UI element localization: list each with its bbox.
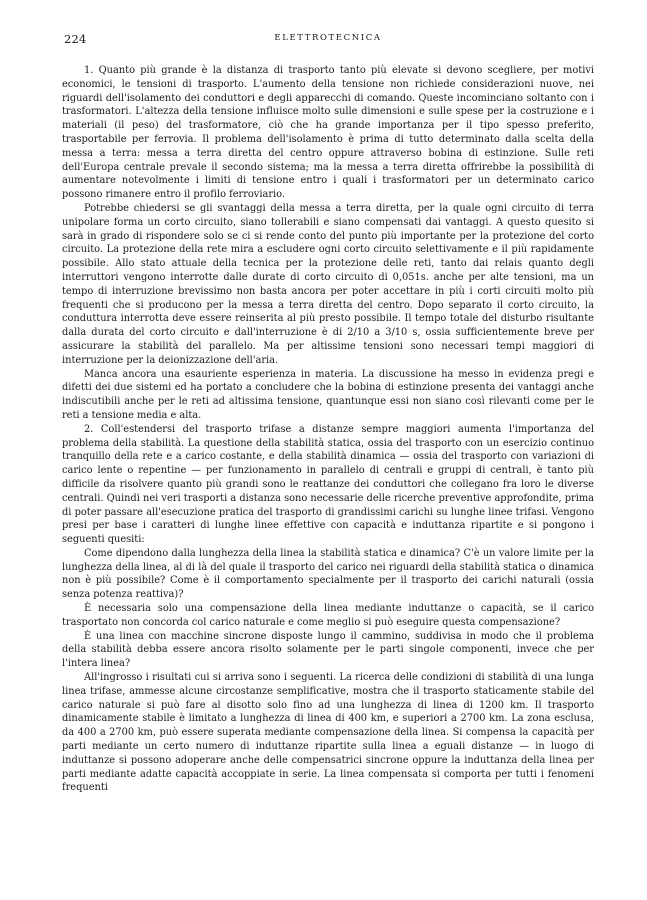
- paragraph: Manca ancora una esauriente esperienza in materia. La discussione ha messo in evidenza pregi e difetti dei due sistemi ed ha portato a concludere che la bobina di estinzione presenta dei vantaggi anche indiscutibili anche per le reti ad altissima tensione, quantunque essi non siano così rilevanti come per le reti a tensione media e alta.: [62, 368, 594, 421]
- paragraph: È necessaria solo una compensazione della linea mediante induttanze o capacità, se il carico trasportato non concorda col carico naturale e come meglio si può eseguire questa compensazione?: [62, 603, 594, 628]
- paragraph: All'ingrosso i risultati cui si arriva sono i seguenti. La ricerca delle condizioni di stabilità di una lunga linea trifase, ammesse alcune circostanze semplificative, mostra che il trasporto staticamente stabile del carico naturale si può fare al disotto solo fino ad una lunghezza di linea di 1200 km. Il trasporto dinamicamente stabile è limitato a lunghezza di linea di 400 km, e superiori a 2700 km. La zona esclusa, da 400 a 2700 km, può essere superata mediante compensazione della linea. Si compensa la capacità per parti mediante un certo numero di induttanze ripartite sulla linea a eguali distanze — in luogo di induttanze si possono adoperare anche delle compensatrici sincrone oppure la induttanza della linea per parti mediante adatte capacità accoppiate in serie. La linea compensata si comporta per tutti i fenomeni frequenti: [62, 672, 594, 794]
- paragraph: 1. Quanto più grande è la distanza di trasporto tanto più elevate si devono scegliere, per motivi economici, le tensioni di trasporto. L'aumento della tensione non richiede considerazioni nuove, nei riguardi dell'isolamento dei conduttori e degli apparecchi di comando. Queste incominciano soltanto con i trasformatori. L'altezza della tensione influisce molto sulle dimensioni e sulle spese per la costruzione e i materiali (il peso) del trasformatore, ciò che ha grande importanza per il tipo spesso preferito, trasportabile per ferrovia. Il problema dell'isolamento è prima di tutto determinato dalla scelta della messa a terra: messa a terra diretta del centro oppure attraverso bobina di estinzione. Sulle reti dell'Europa centrale prevale il secondo sistema; ma la messa a terra diretta offrirebbe la possibilità di aumentare notevolmente i limiti di tensione entro i quali i trasformatori per un determinato carico possono rimanere entro il profilo ferroviario.: [62, 65, 594, 201]
- paragraph: Potrebbe chiedersi se gli svantaggi della messa a terra diretta, per la quale ogni circuito di terra unipolare forma un corto circuito, siano tollerabili e siano compensati dai vantaggi. A questo quesito si sarà in grado di rispondere solo se ci si rende conto del punto più importante per la protezione del corto circuito. La protezione della rete mira a escludere ogni corto circuito selettivamente e il più rapidamente possibile. Allo stato attuale della tecnica per la protezione delle reti, tanto dai relais quanto degli interruttori vengono interrotte dalle durate di corto circuito di 0,051s. anche per alte tensioni, ma un tempo di interruzione brevissimo non basta ancora per poter accettare in più i corti circuiti molto più frequenti che si producono per la messa a terra diretta del centro. Dopo separato il corto circuito, la conduttura interrotta deve essere reinserita al più presto possibile. Il tempo totale del disturbo risultante dalla durata del corto circuito e dall'interruzione è di 2/10 a 3/10 s, ossia sufficientemente breve per assicurare la stabilità del parallelo. Ma per altissime tensioni sono necessari tempi maggiori di interruzione per la deionizzazione dell'aria.: [62, 202, 594, 366]
- running-title: ELETTROTECNICA: [274, 33, 382, 43]
- paragraph: Come dipendono dalla lunghezza della linea la stabilità statica e dinamica? C'è un valore limite per la lunghezza della linea, al di là del quale il trasporto del carico nei riguardi della stabilità statica o dinamica non è più possibile? Come è il comportamento specialmente per il trasporto dei carichi naturali (ossia senza potenza reattiva)?: [62, 547, 594, 601]
- body-text: [62, 64, 594, 795]
- page-number: 224: [64, 32, 87, 46]
- paragraph: 2. Coll'estendersi del trasporto trifase a distanze sempre maggiori aumenta l'importanza del problema della stabilità. La questione della stabilità statica, ossia del trasporto con un esercizio continuo tranquillo della rete e a carico costante, e della stabilità dinamica — ossia del trasporto con variazioni di carico lente o repentine — per funzionamento in parallelo di centrali e gruppi di centrali, è tanto più difficile da risolvere quanto più grandi sono le reattanze dei conduttori che collegano fra loro le diverse centrali. Quindi nei veri trasporti a distanza sono necessarie delle ricerche preventive approfondite, prima di poter passare all'esecuzione pratica del trasporto di grandissimi carichi su lunghe linee trifasi. Vengono presi per base i caratteri di lunghe linee effettive con capacità e induttanza ripartite e si pongono i seguenti quesiti:: [62, 423, 594, 546]
- paragraph: È una linea con macchine sincrone disposte lungo il cammino, suddivisa in modo che il problema della stabilità debba essere ancora risolto solamente per le parti singole componenti, invece che per l'intera linea?: [62, 630, 594, 670]
- page-header: [64, 32, 592, 48]
